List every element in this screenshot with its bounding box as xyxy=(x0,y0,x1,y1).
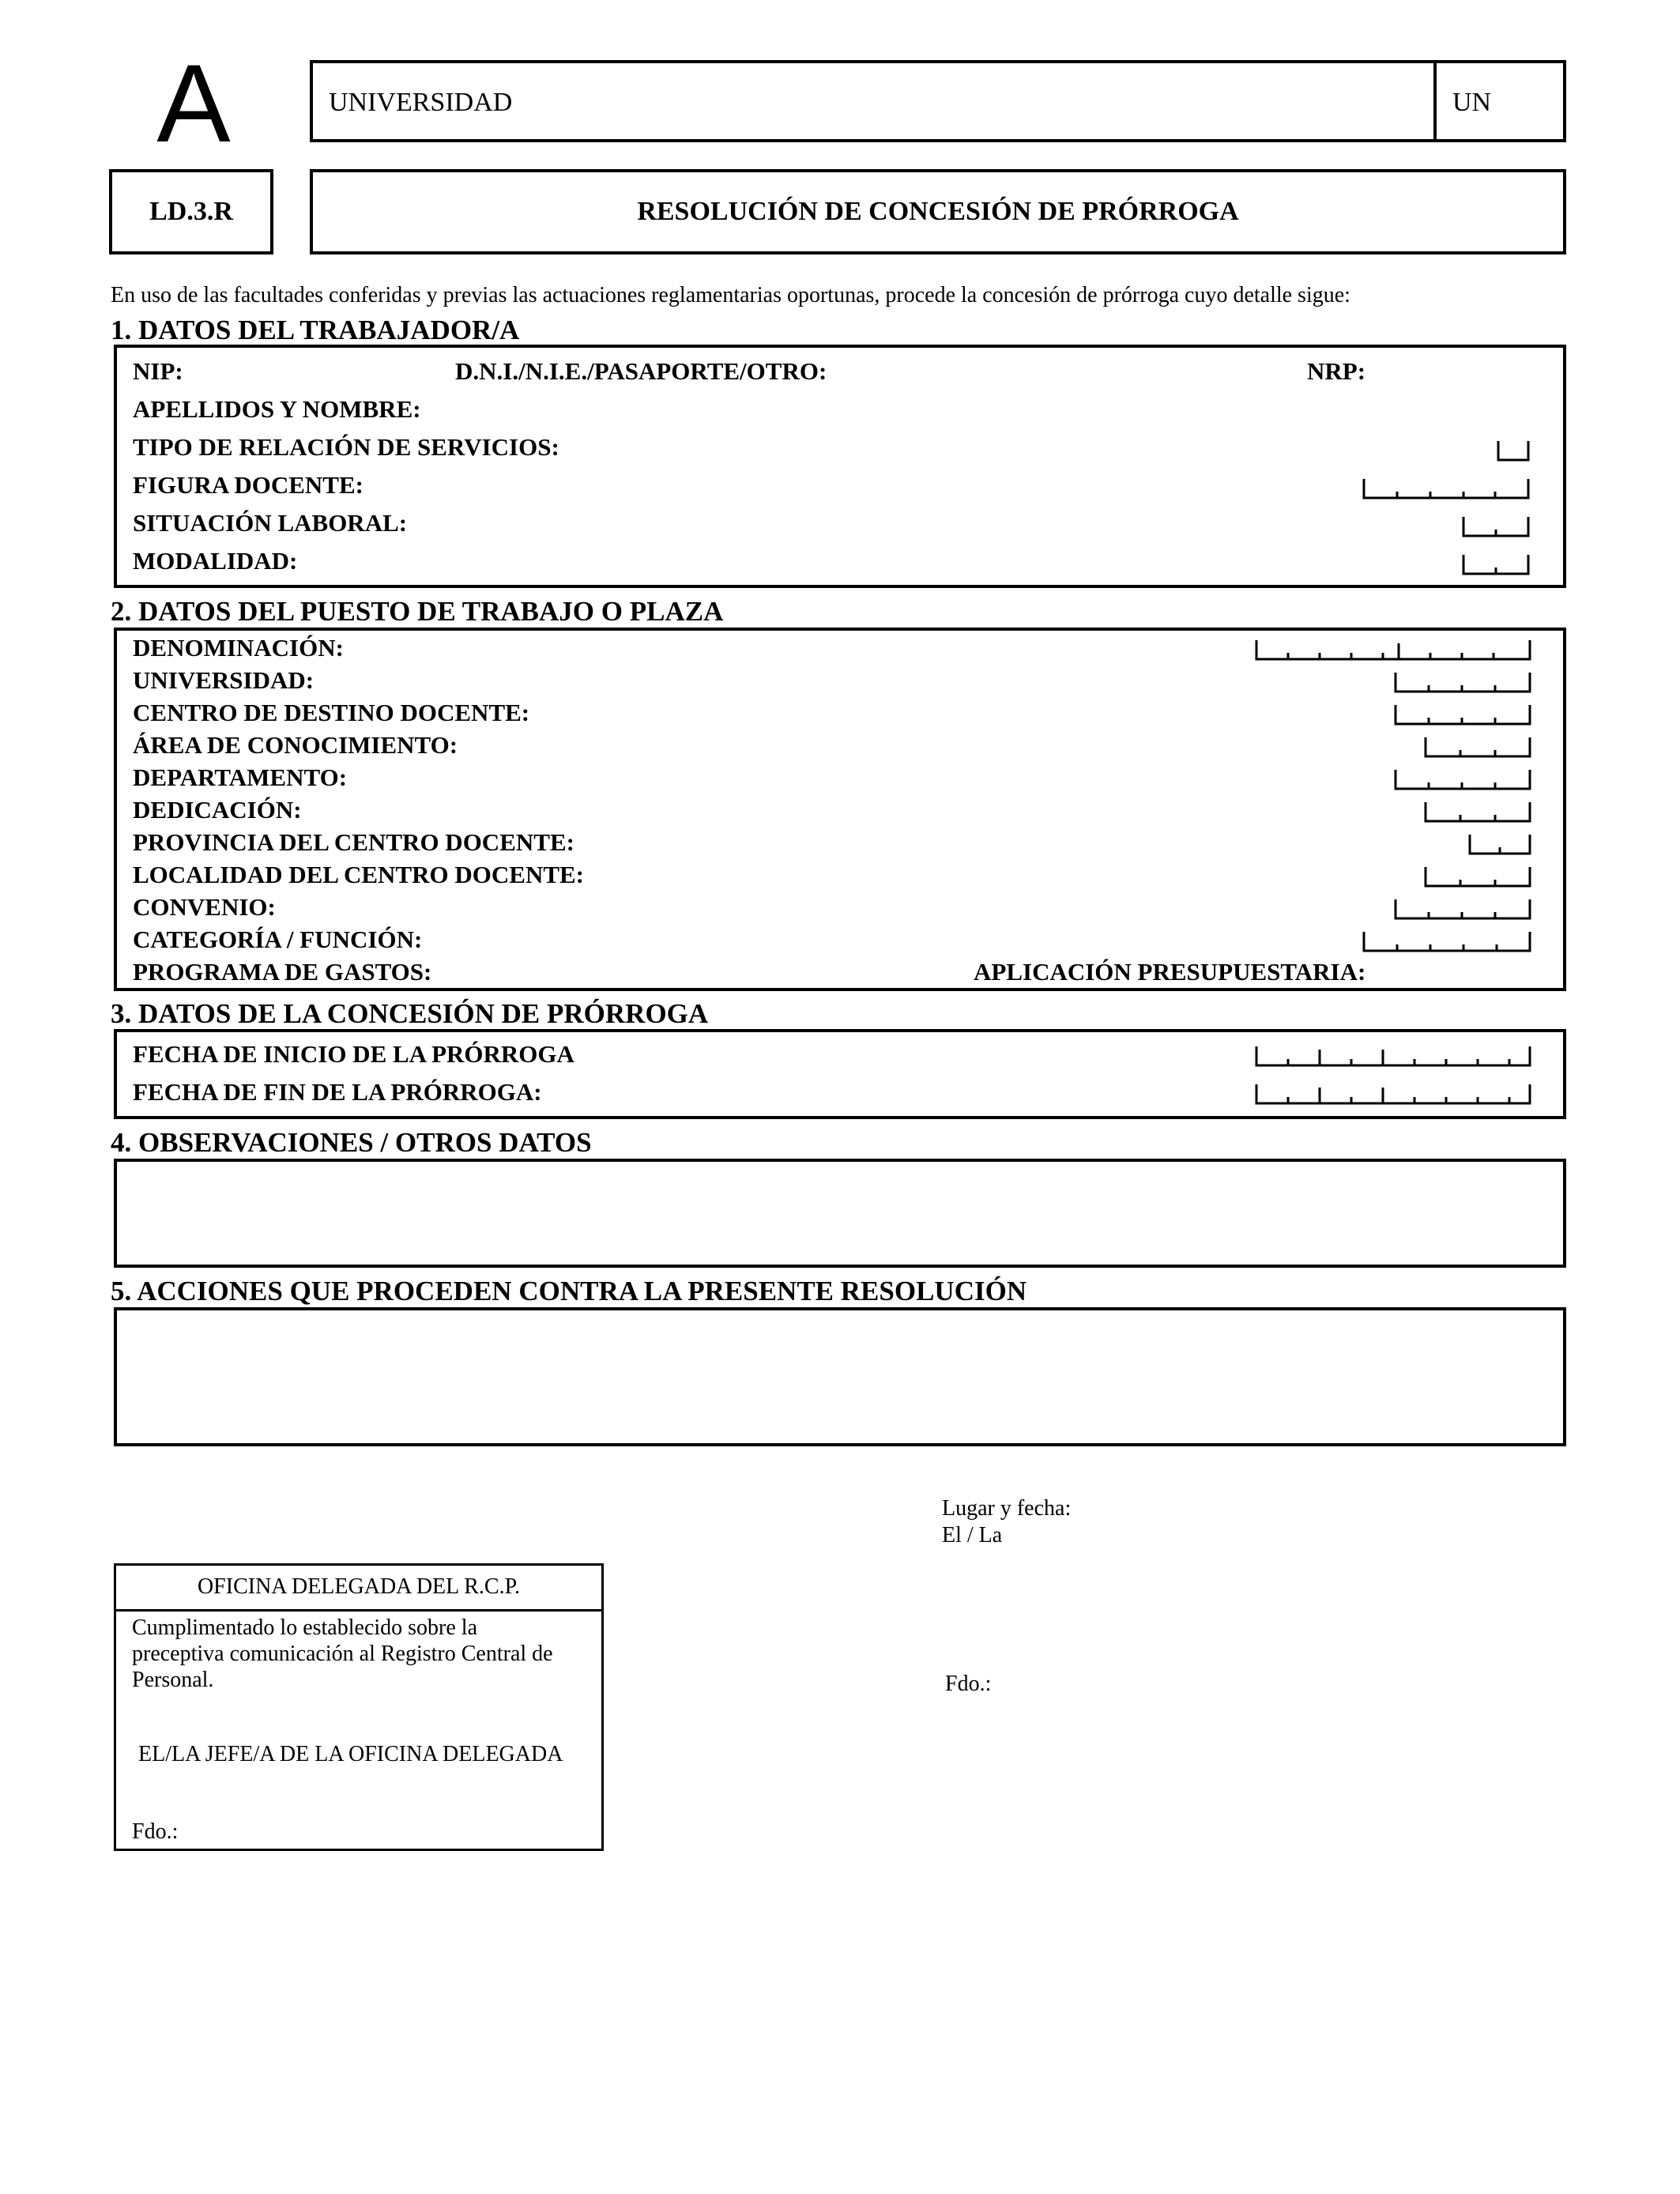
centro-destino-code-boxes[interactable] xyxy=(1394,705,1531,727)
departamento-label: DEPARTAMENTO: xyxy=(133,763,348,791)
universidad-code-boxes[interactable] xyxy=(1394,673,1531,695)
fecha-inicio-label: FECHA DE INICIO DE LA PRÓRROGA xyxy=(133,1040,574,1068)
section-1-title: 1. DATOS DEL TRABAJADOR/A xyxy=(111,315,520,345)
provincia-label: PROVINCIA DEL CENTRO DOCENTE: xyxy=(133,828,574,856)
universidad-code: UN xyxy=(1452,88,1492,117)
form-title: RESOLUCIÓN DE CONCESIÓN DE PRÓRROGA xyxy=(637,197,1239,226)
form-code-box xyxy=(109,169,273,254)
localidad-label: LOCALIDAD DEL CENTRO DOCENTE: xyxy=(133,861,585,888)
fecha-fin-date-boxes[interactable] xyxy=(1255,1084,1531,1106)
universidad-label: UNIVERSIDAD xyxy=(329,88,513,117)
form-letter: A xyxy=(156,41,231,165)
situacion-laboral-label: SITUACIÓN LABORAL: xyxy=(133,509,408,537)
apellidos-label: APELLIDOS Y NOMBRE: xyxy=(133,395,421,423)
dni-label: D.N.I./N.I.E./PASAPORTE/OTRO: xyxy=(455,357,827,385)
universidad-box xyxy=(310,60,1566,142)
oficina-text-line2: preceptiva comunicación al Registro Central de xyxy=(132,1642,553,1666)
categoria-label: CATEGORÍA / FUNCIÓN: xyxy=(133,925,423,953)
section-1-box xyxy=(114,345,1566,588)
aplicacion-presupuestaria-label: APLICACIÓN PRESUPUESTARIA: xyxy=(974,958,1366,986)
oficina-jefe-label: EL/LA JEFE/A DE LA OFICINA DELEGADA xyxy=(138,1742,563,1766)
fecha-fin-label: FECHA DE FIN DE LA PRÓRROGA: xyxy=(133,1078,542,1106)
convenio-code-boxes[interactable] xyxy=(1394,899,1531,922)
denominacion-code-boxes[interactable] xyxy=(1255,640,1531,662)
lugar-fecha-label: Lugar y fecha: xyxy=(942,1496,1072,1521)
modalidad-code-boxes[interactable] xyxy=(1462,555,1530,577)
denominacion-label: DENOMINACIÓN: xyxy=(133,634,344,662)
oficina-text-line3: Personal. xyxy=(132,1668,214,1692)
area-conocimiento-code-boxes[interactable] xyxy=(1424,737,1531,760)
provincia-code-boxes[interactable] xyxy=(1468,835,1531,857)
convenio-label: CONVENIO: xyxy=(133,893,276,921)
oficina-title: OFICINA DELEGADA DEL R.C.P. xyxy=(197,1574,521,1599)
acciones-box[interactable] xyxy=(114,1307,1566,1446)
oficina-divider xyxy=(116,1609,601,1612)
departamento-code-boxes[interactable] xyxy=(1394,770,1531,792)
tipo-relacion-code-boxes[interactable] xyxy=(1497,441,1530,463)
section-4-title: 4. OBSERVACIONES / OTROS DATOS xyxy=(111,1127,592,1158)
dedicacion-label: DEDICACIÓN: xyxy=(133,796,302,824)
signature-fdo-label: Fdo.: xyxy=(945,1672,992,1696)
section-3-title: 3. DATOS DE LA CONCESIÓN DE PRÓRROGA xyxy=(111,998,709,1029)
oficina-text-line1: Cumplimentado lo establecido sobre la xyxy=(132,1615,478,1640)
universidad-field-label: UNIVERSIDAD: xyxy=(133,666,315,694)
intro-text: En uso de las facultades conferidas y previas las actuaciones reglamentarias oportunas, procede la concesión de prórroga cuyo detalle sigue: xyxy=(111,283,1350,307)
section-2-title: 2. DATOS DEL PUESTO DE TRABAJO O PLAZA xyxy=(111,596,724,627)
figura-docente-label: FIGURA DOCENTE: xyxy=(133,471,363,499)
universidad-divider xyxy=(1433,63,1437,139)
oficina-fdo-label: Fdo.: xyxy=(132,1819,179,1844)
form-title-box xyxy=(310,169,1566,254)
situacion-laboral-code-boxes[interactable] xyxy=(1462,517,1530,539)
section-5-title: 5. ACCIONES QUE PROCEDEN CONTRA LA PRESENTE RESOLUCIÓN xyxy=(111,1276,1027,1306)
centro-destino-label: CENTRO DE DESTINO DOCENTE: xyxy=(133,699,530,726)
dedicacion-code-boxes[interactable] xyxy=(1424,802,1531,824)
area-conocimiento-label: ÁREA DE CONOCIMIENTO: xyxy=(133,731,458,759)
modalidad-label: MODALIDAD: xyxy=(133,547,298,575)
observaciones-box[interactable] xyxy=(114,1159,1566,1268)
categoria-code-boxes[interactable] xyxy=(1362,932,1531,954)
figura-docente-code-boxes[interactable] xyxy=(1362,479,1530,501)
el-la-label: El / La xyxy=(942,1523,1003,1547)
nip-label: NIP: xyxy=(133,357,183,385)
section-2-box xyxy=(114,628,1566,991)
form-code: LD.3.R xyxy=(149,197,233,226)
section-3-box xyxy=(114,1029,1566,1119)
oficina-delegada-box xyxy=(114,1563,604,1851)
tipo-relacion-label: TIPO DE RELACIÓN DE SERVICIOS: xyxy=(133,433,559,461)
nrp-label: NRP: xyxy=(1307,357,1366,385)
programa-gastos-label: PROGRAMA DE GASTOS: xyxy=(133,958,432,986)
fecha-inicio-date-boxes[interactable] xyxy=(1255,1046,1531,1069)
localidad-code-boxes[interactable] xyxy=(1424,867,1531,889)
